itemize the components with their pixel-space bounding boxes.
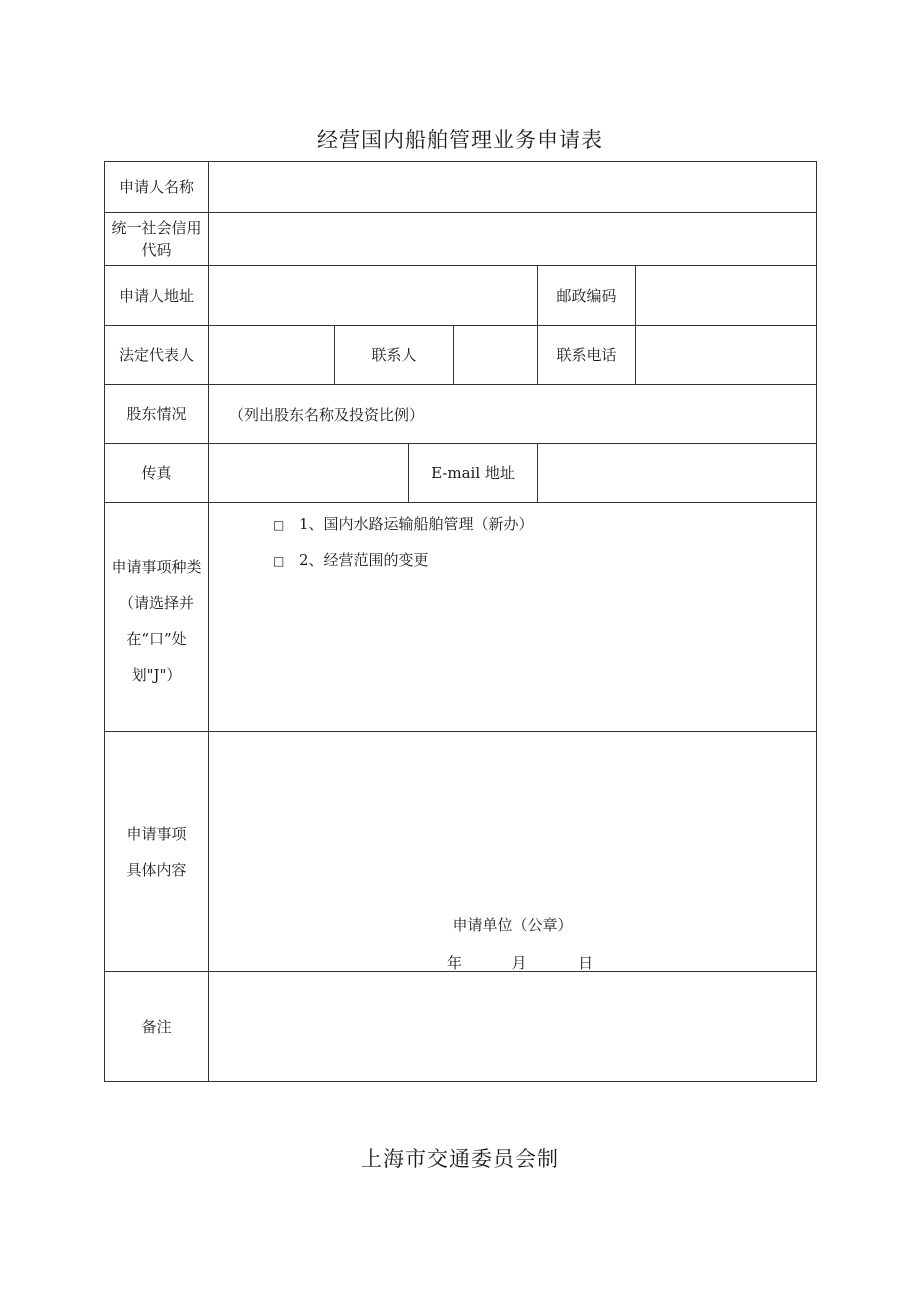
- postal-code-field[interactable]: [636, 266, 817, 326]
- application-detail-label-line1: 申请事项: [126, 824, 187, 843]
- applicant-name-label: 申请人名称: [105, 162, 209, 213]
- form-title: 经营国内船舶管理业务申请表: [317, 128, 603, 152]
- date-line: [447, 952, 593, 973]
- credit-code-label: 统一社会信用代码: [105, 213, 209, 266]
- application-detail-field[interactable]: [209, 732, 817, 972]
- fax-label: 传真: [105, 444, 209, 503]
- month-label: 月: [511, 954, 527, 972]
- seal-label: 申请单位（公章）: [452, 916, 573, 934]
- credit-code-field[interactable]: [209, 213, 817, 266]
- fax-field[interactable]: [209, 444, 409, 503]
- applicant-address-label: 申请人地址: [105, 266, 209, 326]
- application-detail-label: [105, 732, 209, 972]
- row-address: [105, 266, 817, 326]
- option-label: 2、经营范围的变更: [299, 551, 429, 569]
- row-legal-rep: [105, 326, 817, 385]
- option-scope-change[interactable]: [273, 549, 429, 570]
- legal-rep-label: 法定代表人: [105, 326, 209, 385]
- contact-phone-label: 联系电话: [538, 326, 636, 385]
- checkbox-icon[interactable]: □: [273, 518, 285, 532]
- shareholders-label: 股东情况: [105, 385, 209, 444]
- remarks-label: 备注: [105, 972, 209, 1082]
- row-applicant-name: [105, 162, 817, 213]
- row-credit-code: [105, 213, 817, 266]
- remarks-field[interactable]: [209, 972, 817, 1082]
- option-label: 1、国内水路运输船舶管理（新办）: [299, 515, 534, 533]
- contact-phone-field[interactable]: [636, 326, 817, 385]
- shareholders-field[interactable]: [209, 385, 817, 444]
- postal-code-label: 邮政编码: [538, 266, 636, 326]
- row-fax: [105, 444, 817, 503]
- row-remarks: [105, 972, 817, 1082]
- footer-issuer: 上海市交通委员会制: [361, 1147, 559, 1171]
- application-detail-label-line2: 具体内容: [126, 860, 187, 879]
- year-label: 年: [447, 954, 463, 972]
- checkbox-icon[interactable]: □: [273, 554, 285, 568]
- contact-person-label: 联系人: [335, 326, 454, 385]
- applicant-address-field[interactable]: [209, 266, 538, 326]
- application-type-options: [209, 503, 817, 732]
- option-new-management[interactable]: [273, 513, 534, 534]
- day-label: 日: [578, 954, 594, 972]
- legal-rep-field[interactable]: [209, 326, 335, 385]
- applicant-name-field[interactable]: [209, 162, 817, 213]
- contact-person-field[interactable]: [454, 326, 538, 385]
- row-application-detail: [105, 732, 817, 972]
- application-form-table: [104, 161, 817, 1082]
- shareholders-hint: （列出股东名称及投资比例）: [229, 405, 425, 424]
- email-field[interactable]: [538, 444, 817, 503]
- row-application-type: [105, 503, 817, 732]
- application-type-label: 申请事项种类（请选择并在“口”处划"J"）: [105, 503, 209, 732]
- row-shareholders: [105, 385, 817, 444]
- email-label: E-mail 地址: [409, 444, 538, 503]
